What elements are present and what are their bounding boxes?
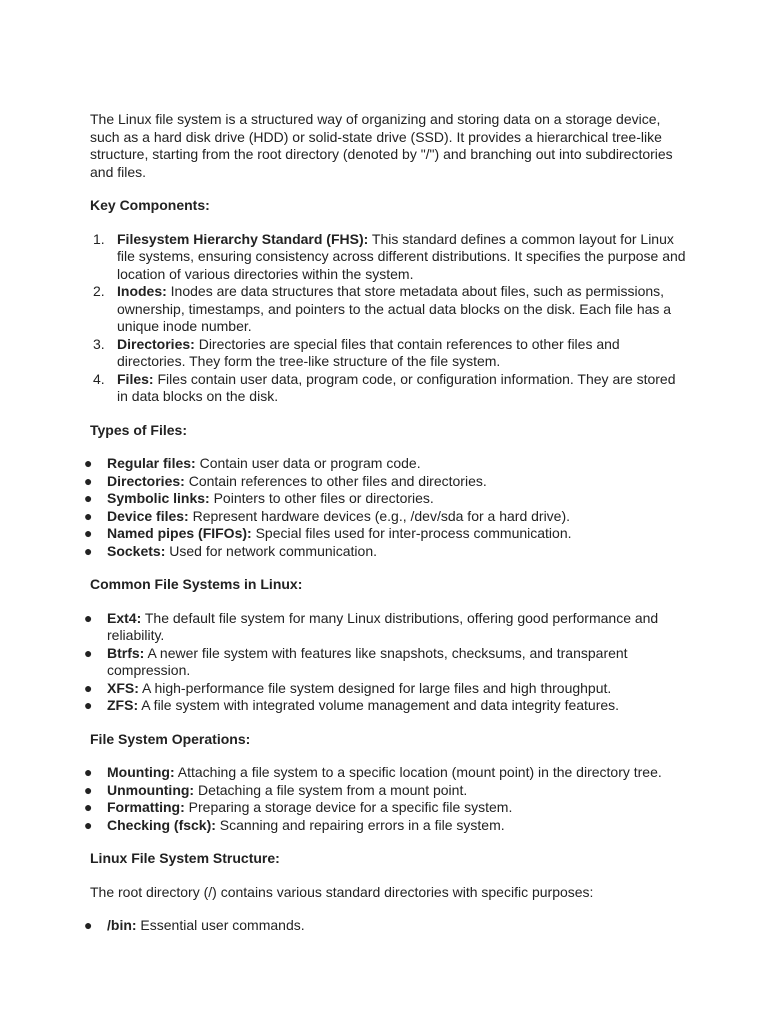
list-item: ● ZFS: A file system with integrated volume management and data integrity features. [84, 697, 620, 713]
key-components-heading: Key Components: [90, 197, 210, 213]
list-item: 3. Directories: Directories are special files that contain references to other files and directories. They form the tree-like structure of the file system. [93, 335, 620, 369]
list-item: ● Mounting: Attaching a file system to a specific location (mount point) in the directory tree. [84, 764, 662, 780]
item-term: Files: [117, 370, 154, 387]
bullet-icon: ● [84, 799, 93, 815]
item-text: Inodes are data structures that store metadata about files, such as permissions, ownership, timestamps, and pointers to the actual data blocks on the disk. Each file has a unique inode number. [117, 283, 672, 334]
list-item: 1. Filesystem Hierarchy Standard (FHS): This standard defines a common layout for Linux file systems, ensuring consistency across different distributions. It specifies the purpose and location of various directories within the system. [93, 230, 686, 282]
list-item: ● XFS: A high-performance file system designed for large files and high throughput. [84, 679, 612, 696]
bullet-icon: ● [84, 455, 93, 471]
bullet-icon: ● [84, 472, 93, 489]
list-item: ● Device files: Represent hardware devices (e.g., /dev/sda for a hard drive). [84, 507, 571, 524]
item-text: Directories are special files that contain references to other files and directories. They form the tree-like structure of the file system. [117, 335, 620, 369]
item-text: Files contain user data, program code, or configuration information. They are stored in data blocks on the disk. [117, 370, 676, 404]
operations-list [84, 764, 690, 834]
bullet-icon: ● [84, 679, 93, 696]
list-item: ● /bin: Essential user commands. [84, 917, 305, 933]
bullet-icon: ● [84, 507, 93, 524]
list-item: ● Named pipes (FIFOs): Special files used for inter-process communication. [84, 525, 572, 541]
list-item: ● Checking (fsck): Scanning and repairing errors in a file system. [84, 816, 505, 833]
bullet-icon: ● [84, 644, 93, 661]
types-of-files-list [84, 455, 690, 560]
bullet-icon: ● [84, 816, 93, 833]
item-term: Inodes: [117, 283, 167, 299]
bullet-icon: ● [84, 764, 93, 780]
item-text: This standard defines a common layout for Linux file systems, ensuring consistency across different distributions. It specifies the purpose and location of various directories within the system. [117, 230, 686, 282]
bullet-icon: ● [84, 525, 93, 541]
list-item: 4. Files: Files contain user data, program code, or configuration information. They are stored in data blocks on the disk. [93, 370, 676, 404]
common-fs-list [84, 609, 690, 715]
list-item: 2. Inodes: Inodes are data structures that store metadata about files, such as permissions, ownership, timestamps, and pointers to the actual data blocks on the disk. Each file has a unique inode number. [93, 283, 672, 334]
bullet-icon: ● [84, 542, 93, 559]
common-fs-heading: Common File Systems in Linux: [90, 576, 303, 592]
item-term: Filesystem Hierarchy Standard (FHS): [117, 230, 369, 247]
document-body [84, 111, 690, 935]
list-item: ● Sockets: Used for network communication. [84, 542, 377, 559]
key-components-list [90, 231, 690, 406]
list-item: ● Btrfs: A newer file system with features like snapshots, checksums, and transparent compression. [84, 644, 628, 678]
structure-heading: Linux File System Structure: [90, 850, 280, 866]
list-item: ● Unmounting: Detaching a file system from a mount point. [84, 781, 468, 798]
list-item: ● Directories: Contain references to other files and directories. [84, 472, 487, 489]
bullet-icon: ● [84, 781, 93, 798]
list-item: ● Formatting: Preparing a storage device for a specific file system. [84, 799, 513, 815]
list-item: ● Symbolic links: Pointers to other files or directories. [84, 490, 434, 506]
bullet-icon: ● [84, 917, 93, 933]
structure-list [84, 917, 690, 935]
list-item: ● Ext4: The default file system for many Linux distributions, offering good performance and reliability. [84, 609, 659, 643]
structure-intro: The root directory (/) contains various standard directories with specific purposes: [90, 883, 594, 900]
types-of-files-heading: Types of Files: [90, 421, 187, 438]
list-item: ● Regular files: Contain user data or program code. [84, 455, 421, 471]
bullet-icon: ● [84, 490, 93, 506]
operations-heading: File System Operations: [90, 730, 251, 747]
bullet-icon: ● [84, 697, 93, 713]
item-term: Directories: [117, 335, 195, 352]
bullet-icon: ● [84, 609, 93, 626]
intro-paragraph: The Linux file system is a structured way of organizing and storing data on a storage device, such as a hard disk drive (HDD) or solid-state drive (SSD). It provides a hierarchical tree-like structure, starting from the root directory (denoted by "/") and branching out into subdirectories and files. [90, 111, 673, 180]
